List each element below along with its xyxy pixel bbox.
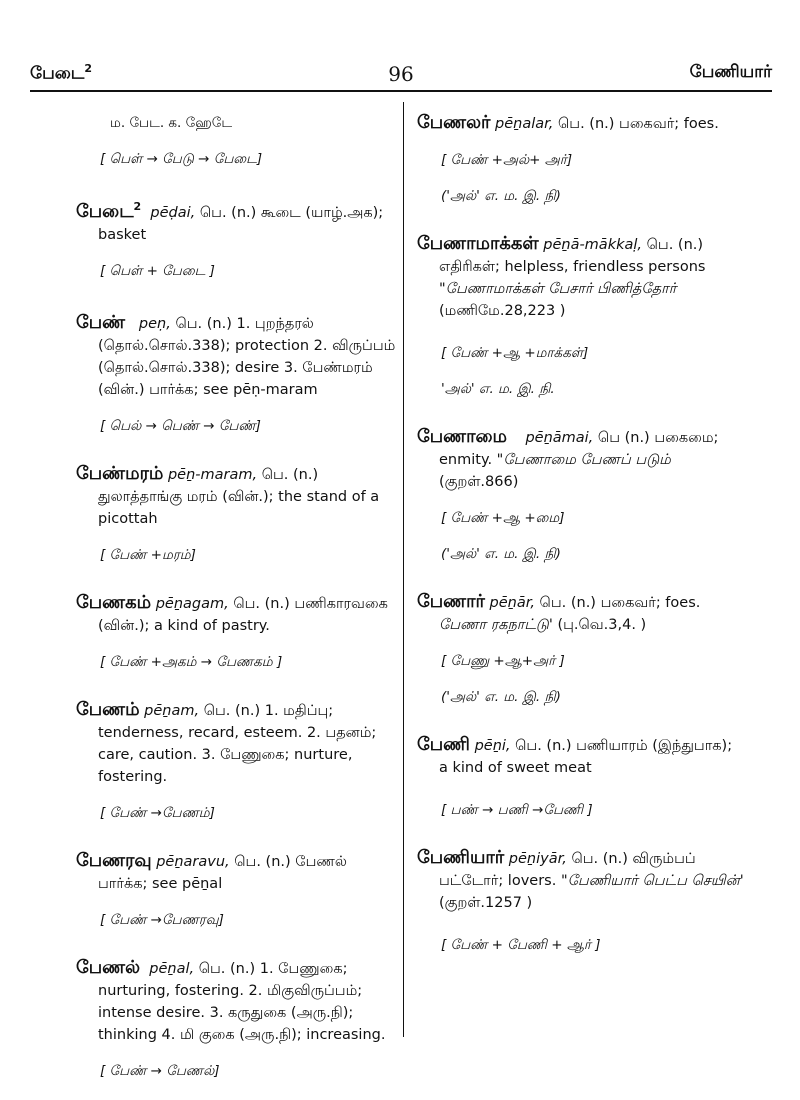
etymology: [ பேண் →பேணரவு] [100,912,224,928]
transliteration: pēḍai, [150,205,196,221]
dictionary-entry [76,463,396,530]
quotation: "பேணாமை பேணப் படும் [492,452,671,468]
definition: பெ. (n.) பகைவர்; foes. [553,116,719,132]
dictionary-entry [417,233,745,322]
transliteration: pēṉal, [149,961,195,977]
citation: (குறள்.866) [439,474,519,490]
dictionary-entry [417,426,745,493]
dictionary-entry [417,591,745,636]
quotation: பேணா ரகநாட்டு' [439,617,553,633]
headword: பேணரவு [76,850,152,871]
header-right-word: பேணியார் [689,62,772,82]
etymology: [ பேண் +அல்+ அர்] [441,152,573,168]
transliteration: pēṉāmai, [525,430,594,446]
definition: பெ. (n.) துலாத்தாங்கு மரம் (வின்.); the stand of a picottah [98,467,380,527]
definition: பெ. (n.) பணிகாரவகை (வின்.); a kind of pastry. [98,596,388,634]
page-header [30,62,772,88]
etymology: [ பேண் +ஆ +மாக்கள்] [441,345,589,361]
etymology: [ பேணு +ஆ+அர் ] [441,653,565,669]
definition: பெ. (n.) விரும்பப் பட்டோர்; lovers. [439,851,696,889]
headword: பேண் [76,312,126,333]
transliteration: pēṉaravu, [156,854,230,870]
headword: பேண்மரம் [76,463,164,484]
definition: பெ. (n.) 1. மதிப்பு; tenderness, recard, esteem. 2. பதனம்; care, caution. 3. பேணுகை; nurture, fostering. [98,703,377,785]
dictionary-entry [76,196,396,246]
etymology: [ பண் → பணி →பேணி ] [441,802,593,818]
etymology: [ பெள் → பேடு → பேடை] [100,151,263,167]
headword: பேணாமாக்கள் [417,233,539,254]
citation: (மணிமே.28,223 ) [439,303,566,319]
header-left-word: பேடை$^2$ [30,62,92,84]
etymology: [ பேண் +அகம் → பேணகம் ] [100,654,283,670]
quotation: "பேணியார் பெட்ப செயின்' [556,873,744,889]
etymology-note: ('அல்' எ. ம. இ. நி) [441,689,561,705]
definition: பெ. (n.) 1. புறந்தரல் (தொல்.சொல்.338); protection 2. விருப்பம் (தொல்.சொல்.338); desire 3. பேண்மரம் (வின்.) பார்க்க; see pēṇ-maram [98,316,396,398]
etymology: [ பேண் +ஆ +மை] [441,510,565,526]
page-number: 96 [388,62,414,86]
etymology-note: 'அல்' எ. ம. இ. நி. [441,381,555,397]
dictionary-entry [417,734,745,779]
etymology: [ பேண் → பேணல்] [100,1063,220,1079]
definition: பெ. (n.) பணியாரம் (இந்துபாக); a kind of sweet meat [439,738,733,776]
etymology: [ பேண் +மரம்] [100,547,196,563]
transliteration: pēṉi, [474,738,511,754]
definition: பெ. (n.) பேணல் பார்க்க; see pēṉal [98,854,347,892]
definition: பெ. (n.) எதிரிகள்; helpless, friendless persons [439,237,706,275]
headword: பேணி [417,734,470,755]
etymology: [ பெள் + பேடை ] [100,263,215,279]
definition: பெ (n.) பகைமை; enmity. [439,430,719,468]
definition: பெ. (n.) பகைவர்; foes. [534,595,701,611]
dictionary-entry [76,850,396,895]
transliteration: peṇ, [138,316,171,332]
dictionary-entry [76,699,396,788]
headword: பேணாமை [417,426,507,447]
transliteration: pēṉam, [144,703,200,719]
citation: (பு.வெ.3,4. ) [552,617,647,633]
transliteration: pēṉalar, [495,116,554,132]
continued-line: ம. பேட. க. ஹேடே [110,115,233,131]
definition: பெ. (n.) 1. பேணுகை; nurturing, fostering. 2. மிகுவிருப்பம்; intense desire. 3. கருதுகை (அரு.நி); thinking 4. மி குகை (அரு.நி); increasing. [98,961,386,1043]
transliteration: pēṉ-maram, [167,467,258,483]
definition: பெ. (n.) கூடை (யாழ்.அக); basket [98,205,384,243]
headword: பேணகம் [76,592,152,613]
etymology: [ பேண் →பேணம்] [100,805,215,821]
headword: பேணலர் [417,112,491,133]
etymology: [ பேண் + பேணி + ஆர் ] [441,937,601,953]
dictionary-entry [417,847,745,914]
headword: பேணியார் [417,847,505,868]
headword: பேணல் [76,957,141,978]
dictionary-entry [76,957,396,1046]
header-rule [30,90,772,92]
transliteration: pēṉā-mākkaḷ, [543,237,643,253]
transliteration: pēṉār, [489,595,535,611]
headword: பேணம் [76,699,140,720]
etymology-note: ('அல்' எ. ம. இ. நி) [441,546,561,562]
left-column [76,112,396,1082]
dictionary-entry [417,112,745,135]
headword: பேணார் [417,591,485,612]
quotation: "பேணாமாக்கள் பேசார் பிணித்தோர் [439,281,677,297]
transliteration: pēṉagam, [155,596,229,612]
right-column [417,112,745,956]
citation: (குறள்.1257 ) [439,895,533,911]
column-divider [403,102,404,1037]
headword: பேடை$^2$ [76,200,142,222]
dictionary-entry [76,312,396,401]
dictionary-entry [76,592,396,637]
etymology: [ பெல் → பெண் → பேண்] [100,418,261,434]
transliteration: pēṉiyār, [508,851,567,867]
etymology-note: ('அல்' எ. ம. இ. நி) [441,188,561,204]
